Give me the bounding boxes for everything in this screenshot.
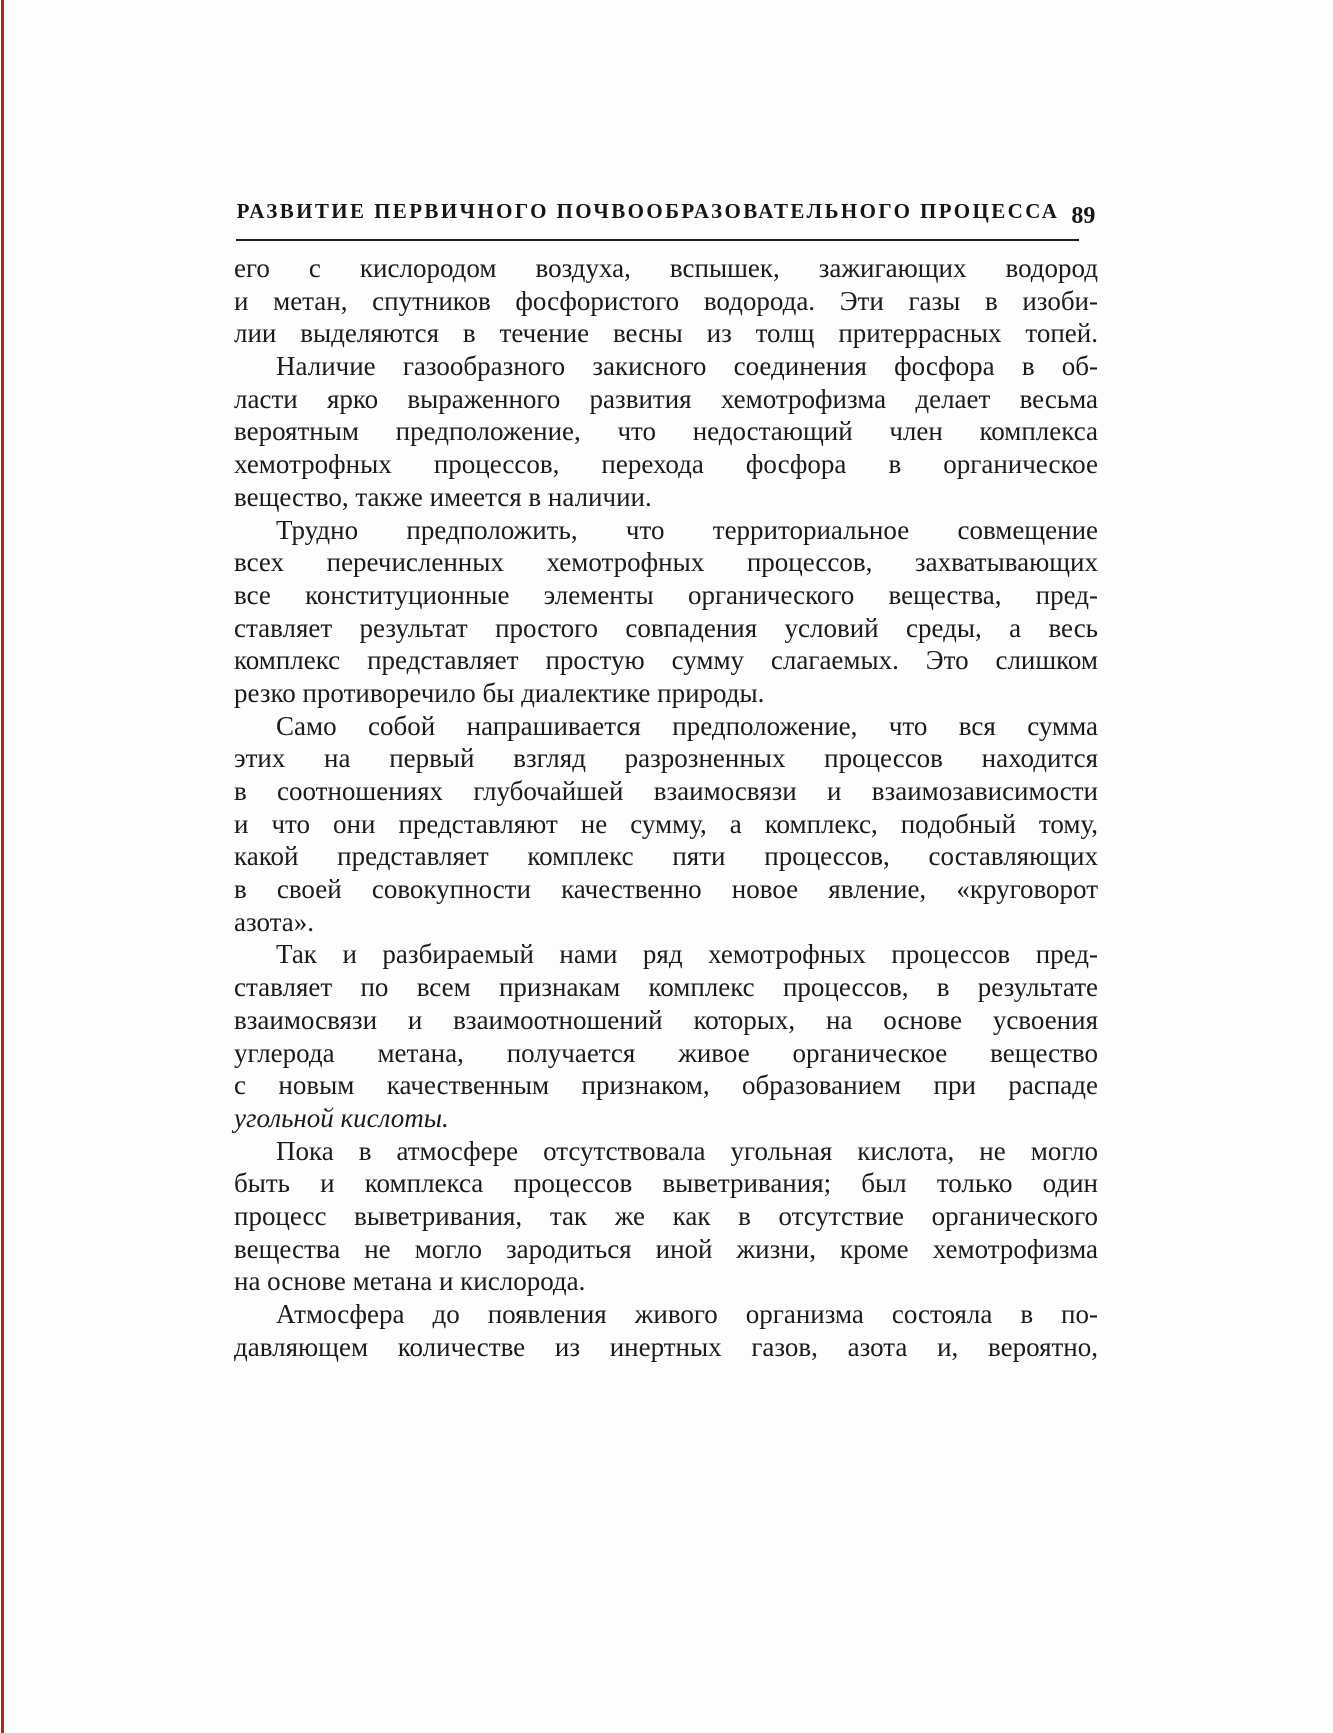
text-line: давляющем количестве из инертных газов, азота и, вероятно, (234, 1331, 1098, 1362)
text-line: резко противоречило бы диалектике природы. (234, 677, 765, 708)
text-line: быть и комплекса процессов выветривания; был только один (234, 1168, 1098, 1199)
text-line: вероятным предположение, что недостающий член комплекса (234, 416, 1098, 447)
body-text (234, 252, 1098, 1363)
text-line: Трудно предположить, что территориальное совмещение (276, 514, 1098, 545)
text-line: в соотношениях глубочайшей взаимосвязи и взаимозависимости (234, 776, 1098, 806)
text-line: углерода метана, получается живое органическое вещество (234, 1037, 1098, 1068)
text-line: и что они представляют не сумму, а комплекс, подобный тому, (234, 808, 1098, 839)
text-line: взаимосвязи и взаимоотношений которых, на основе усвоения (234, 1004, 1098, 1035)
text-line: комплекс представляет простую сумму слагаемых. Это слишком (234, 645, 1098, 676)
text-line: какой представляет комплекс пяти процессов, составляющих (234, 841, 1098, 872)
page-number: 89 (1071, 203, 1096, 229)
text-line: процесс выветривания, так же как в отсутствие органического (234, 1200, 1098, 1231)
text-line: лии выделяются в течение весны из толщ притеррасных топей. (234, 318, 1098, 349)
text-line: Атмосфера до появления живого организма состояла в по- (276, 1299, 1098, 1329)
text-line: и метан, спутников фосфористого водорода. Эти газы в изоби- (234, 285, 1098, 316)
text-line: ставляет результат простого совпадения условий среды, а весь (234, 612, 1098, 643)
text-line: Само собой напрашивается предположение, что вся сумма (276, 710, 1098, 741)
text-line: Пока в атмосфере отсутствовала угольная кислота, не могло (276, 1135, 1098, 1166)
text-line: всех перечисленных хемотрофных процессов, захватывающих (234, 547, 1098, 578)
text-line: хемотрофных процессов, перехода фосфора в органическое (234, 449, 1098, 480)
text-line: вещества не могло зародиться иной жизни, кроме хемотрофизма (234, 1233, 1098, 1264)
running-header (234, 198, 1098, 229)
text-line: его с кислородом воздуха, вспышек, зажигающих водород (234, 253, 1098, 283)
text-line: азота». (234, 906, 314, 937)
text-line: вещество, также имеется в наличии. (234, 481, 652, 512)
text-line: в своей совокупности качественно новое явление, «круговорот (234, 874, 1098, 905)
text-line: ласти ярко выраженного развития хемотрофизма делает весьма (234, 383, 1098, 414)
text-line: ставляет по всем признакам комплекс процессов, в результате (234, 972, 1098, 1003)
text-line: Так и разбираемый нами ряд хемотрофных процессов пред- (276, 939, 1098, 970)
scan-edge-line (1, 0, 4, 1733)
text-line: Наличие газообразного закисного соединения фосфора в об- (276, 351, 1098, 382)
text-line: этих на первый взгляд разрозненных процессов находится (234, 743, 1098, 774)
header-rule (236, 239, 1079, 241)
text-line: угольной кислоты. (234, 1102, 449, 1133)
text-line: с новым качественным признаком, образованием при распаде (234, 1070, 1098, 1101)
text-line: все конституционные элементы органического вещества, пред- (234, 579, 1098, 610)
running-header-title: РАЗВИТИЕ ПЕРВИЧНОГО ПОЧВООБРАЗОВАТЕЛЬНОГО ПРОЦЕССА (236, 199, 1060, 223)
text-line: на основе метана и кислорода. (234, 1266, 586, 1297)
